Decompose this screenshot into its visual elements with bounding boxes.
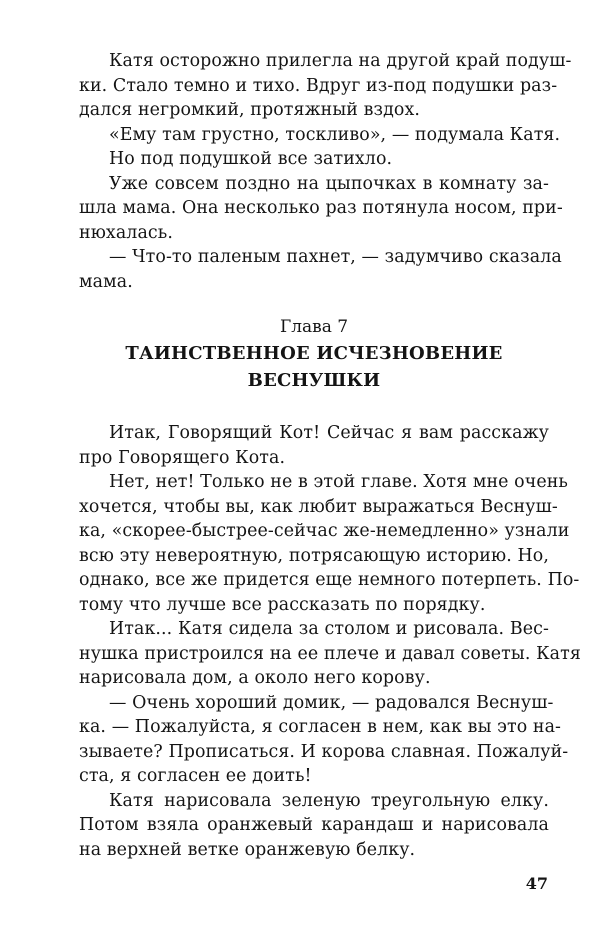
- text-line: дался негромкий, протяжный вздох.: [79, 100, 421, 120]
- text-line: однако, все же придется еще немного потерпеть. По-: [79, 570, 580, 590]
- text-line: ка. — Пожалуйста, я согласен в нем, как вы это на-: [79, 717, 562, 737]
- chapter-title-line-2: ВЕСНУШКИ: [247, 370, 381, 391]
- text-line: хочется, чтобы вы, как любит выражаться Веснуш-: [79, 496, 558, 517]
- chapter-title-line-1: ТАИНСТВЕННОЕ ИСЧЕЗНОВЕНИЕ: [125, 343, 503, 364]
- text-line: зываете? Прописаться. И корова славная. Пожалуй-: [79, 741, 569, 762]
- text-line: тому что лучше все рассказать по порядку.: [79, 594, 486, 615]
- chapter-heading: [79, 314, 549, 394]
- text-line: нарисовала дом, а около него корову.: [79, 668, 431, 688]
- text-line: нюхалась.: [79, 222, 173, 243]
- text-line: Катя нарисовала зеленую треугольную елку.: [109, 790, 549, 811]
- text-line: всю эту невероятную, потрясающую историю. Но,: [79, 545, 549, 566]
- text-line: — Очень хороший домик, — радовался Веснуш-: [109, 692, 554, 713]
- text-line: Но под подушкой все затихло.: [109, 149, 393, 169]
- chapter-number: Глава 7: [279, 317, 349, 337]
- text-line: Катя осторожно прилегла на другой край подуш-: [109, 51, 572, 71]
- text-line: ста, я согласен ее доить!: [79, 766, 312, 786]
- text-line: Потом взяла оранжевый карандаш и нарисовала: [79, 815, 549, 835]
- text-block-chapter-body: [79, 421, 581, 862]
- text-line: ка, «скорее-быстрее-сейчас же-немедленно» узнали: [79, 521, 570, 541]
- text-line: — Что-то паленым пахнет, — задумчиво сказала: [109, 247, 562, 267]
- text-line: мама.: [79, 271, 133, 292]
- text-line: «Ему там грустно, тоскливо», — подумала Катя.: [109, 124, 561, 145]
- text-line: ки. Стало темно и тихо. Вдруг из-под подушки раз-: [79, 75, 558, 96]
- text-line: Нет, нет! Только не в этой главе. Хотя мне очень: [109, 472, 568, 492]
- page-number: 47: [525, 874, 548, 893]
- text-line: Итак... Катя сидела за столом и рисовала. Вес-: [109, 619, 549, 639]
- text-line: Итак, Говорящий Кот! Сейчас я вам расскажу: [109, 423, 549, 443]
- text-line: на верхней ветке оранжевую белку.: [79, 839, 416, 860]
- text-line: нушка пристроился на ее плече и давал советы. Катя: [79, 643, 581, 664]
- text-block-before-chapter: [79, 49, 572, 294]
- text-line: про Говорящего Кота.: [79, 447, 286, 468]
- text-line: Уже совсем поздно на цыпочках в комнату за-: [109, 173, 549, 194]
- text-line: шла мама. Она несколько раз потянула носом, при-: [79, 198, 563, 218]
